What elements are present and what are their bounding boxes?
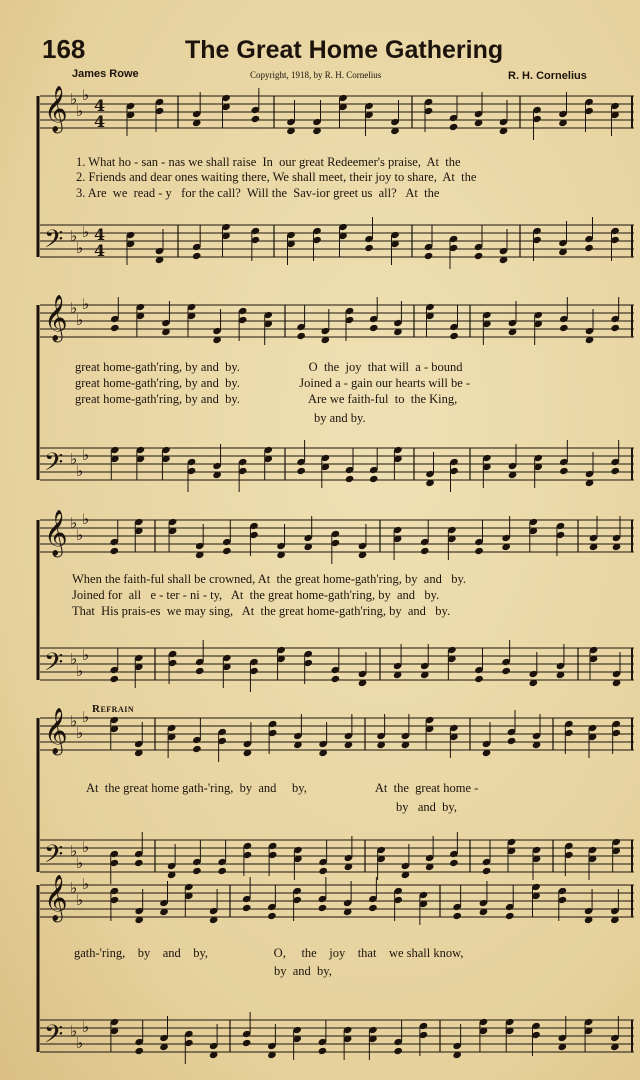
lyric-line-refrain: At the great home gath-'ring, by and by, At the great home - — [86, 781, 479, 795]
flat-sign: ♭ — [82, 510, 90, 528]
lyric-line-verse-3: great home-gath'ring, by and by. Are we faith-ful to the King, — [75, 392, 458, 406]
flat-sign: ♭ — [76, 854, 84, 872]
note-head — [318, 867, 328, 875]
note-head — [369, 475, 379, 483]
time-signature: 4 — [94, 241, 106, 260]
time-signature: 4 — [94, 112, 106, 131]
flat-sign: ♭ — [82, 838, 90, 856]
flat-sign: ♭ — [82, 223, 90, 241]
lyric-line-verse-2: great home-gath'ring, by and by. Joined a - gain our hearts will be - — [75, 376, 471, 390]
note-head — [449, 859, 459, 867]
note-head — [369, 324, 379, 332]
time-signature: 4 — [94, 96, 106, 115]
flat-sign: ♭ — [70, 227, 78, 245]
flat-sign: ♭ — [82, 646, 90, 664]
note-head — [110, 324, 120, 332]
composer-credit: R. H. Cornelius — [508, 70, 587, 82]
treble-clef: 𝄞 — [44, 875, 68, 921]
note-head — [474, 675, 484, 683]
flat-sign: ♭ — [70, 514, 78, 532]
bass-clef: 𝄢 — [44, 1020, 64, 1055]
note-head — [318, 904, 328, 912]
lyric-line-verse-1: 1. What ho - san - nas we shall raise In our great Redeemer's praise, At the — [76, 155, 461, 169]
flat-sign: ♭ — [76, 102, 84, 120]
flat-sign: ♭ — [82, 295, 90, 313]
flat-sign: ♭ — [70, 1022, 78, 1040]
treble-clef: 𝄞 — [44, 86, 68, 132]
note-head — [559, 467, 569, 475]
flat-sign: ♭ — [70, 650, 78, 668]
note-head — [364, 244, 374, 252]
note-head — [109, 547, 119, 555]
lyric-echo: by and by. — [314, 411, 366, 425]
flat-sign: ♭ — [70, 879, 78, 897]
note-head — [192, 252, 202, 260]
flat-sign: ♭ — [76, 311, 84, 329]
note-head — [267, 912, 277, 920]
flat-sign: ♭ — [82, 86, 90, 104]
note-head — [134, 1047, 144, 1055]
note-head — [331, 675, 341, 683]
note-head — [474, 547, 484, 555]
note-head — [251, 115, 261, 123]
note-head — [393, 1047, 403, 1055]
flat-sign: ♭ — [76, 662, 84, 680]
note-head — [559, 324, 569, 332]
lyric-line-refrain: gath-'ring, by and by, O, the joy that we shall know, — [74, 946, 464, 960]
note-head — [318, 1047, 328, 1055]
bass-clef: 𝄢 — [44, 840, 64, 875]
flat-sign: ♭ — [82, 1018, 90, 1036]
flat-sign: ♭ — [70, 842, 78, 860]
flat-sign: ♭ — [76, 1034, 84, 1052]
note-head — [610, 467, 620, 475]
bass-clef: 𝄢 — [44, 448, 64, 483]
lyric-echo: by and by, — [274, 964, 332, 978]
treble-clef: 𝄞 — [44, 708, 68, 754]
note-head — [507, 737, 517, 745]
note-head — [482, 867, 492, 875]
note-head — [134, 859, 144, 867]
note-head — [192, 745, 202, 753]
flat-sign: ♭ — [70, 450, 78, 468]
bass-clef: 𝄢 — [44, 225, 64, 260]
flat-sign: ♭ — [82, 446, 90, 464]
lyric-line-verse-3: 3. Are we read - y for the call? Will the Sav-ior greet us all? At the — [76, 186, 440, 200]
flat-sign: ♭ — [76, 462, 84, 480]
note-head — [222, 547, 232, 555]
note-head — [505, 912, 515, 920]
hymn-title: The Great Home Gathering — [185, 36, 504, 64]
flat-sign: ♭ — [82, 875, 90, 893]
note-head — [242, 1039, 252, 1047]
flat-sign: ♭ — [70, 712, 78, 730]
note-head — [296, 467, 306, 475]
refrain-label: Refrain — [92, 703, 135, 715]
page-number: 168 — [42, 34, 86, 64]
note-head — [109, 675, 119, 683]
note-head — [474, 252, 484, 260]
lyric-line-verse-1: great home-gath'ring, by and by. O the joy that will a - bound — [75, 360, 463, 374]
flat-sign: ♭ — [76, 891, 84, 909]
note-head — [610, 324, 620, 332]
note-head — [195, 667, 205, 675]
flat-sign: ♭ — [70, 299, 78, 317]
note-head — [452, 912, 462, 920]
flat-sign: ♭ — [76, 239, 84, 257]
note-head — [501, 667, 511, 675]
note-head — [584, 244, 594, 252]
lyric-line-verse-1: When the faith-ful shall be crowned, At the great home-gath'ring, by and by. — [72, 572, 467, 586]
note-head — [217, 867, 227, 875]
flat-sign: ♭ — [76, 526, 84, 544]
note-head — [420, 547, 430, 555]
note-head — [368, 904, 378, 912]
lyric-echo: by and by, — [396, 800, 457, 814]
note-head — [192, 867, 202, 875]
lyric-line-verse-2: 2. Friends and dear ones waiting there, We shall meet, their joy to share, At the — [76, 170, 477, 184]
flat-sign: ♭ — [76, 724, 84, 742]
treble-clef: 𝄞 — [44, 295, 68, 341]
bass-clef: 𝄢 — [44, 648, 64, 683]
flat-sign: ♭ — [70, 90, 78, 108]
lyric-line-verse-3: That His prais-es we may sing, At the great home-gath'ring, by and by. — [72, 604, 451, 618]
flat-sign: ♭ — [82, 708, 90, 726]
lyric-line-verse-2: Joined for all e - ter - ni - ty, At the great home-gath'ring, by and by. — [72, 588, 440, 602]
copyright-notice: Copyright, 1918, by R. H. Cornelius — [250, 70, 382, 80]
note-head — [449, 332, 459, 340]
note-head — [296, 332, 306, 340]
lyricist-credit: James Rowe — [72, 68, 139, 80]
time-signature: 4 — [94, 225, 106, 244]
note-head — [424, 252, 434, 260]
treble-clef: 𝄞 — [44, 510, 68, 556]
note-head — [449, 123, 459, 131]
note-head — [345, 475, 355, 483]
note-head — [242, 904, 252, 912]
